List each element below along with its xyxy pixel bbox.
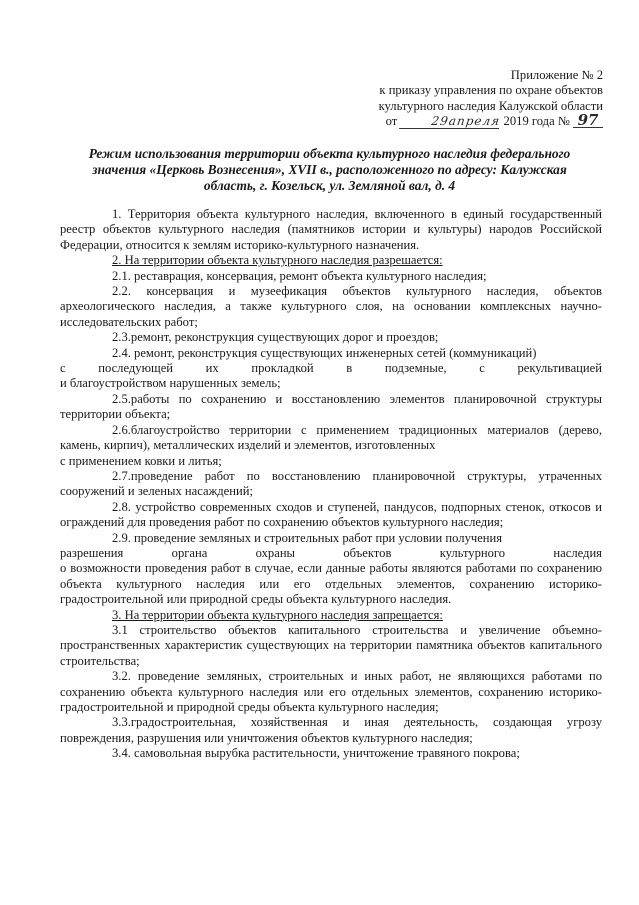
item-3-2: 3.2. проведение земляных, строительных и иных работ, не являющихся работами по сохранению объекта культурного наследия или его отдельных элементов, сохранению историко-градостроительной и природной среды объекта культурного наследия; bbox=[60, 669, 602, 714]
word: органа bbox=[171, 545, 208, 560]
item-3-1: 3.1 строительство объектов капитального строительства и увеличение объемно-пространственных характеристик существующих на территории памятника объектов капитального строительства; bbox=[60, 622, 602, 668]
word: охраны bbox=[255, 545, 296, 560]
word: рекультивацией bbox=[517, 361, 602, 376]
paragraph-1: 1. Территория объекта культурного наследия, включенного в единый государственный реестр объектов культурного наследия (памятников истории и культуры) народов Российской Федерации, относится к землям историко-культурного назначения. bbox=[60, 207, 602, 252]
item-2-4-line-1: 2.4. ремонт, реконструкция существующих инженерных сетей (коммуникаций) bbox=[112, 345, 537, 360]
order-date-line bbox=[333, 111, 603, 129]
word: культурного bbox=[439, 545, 506, 560]
word: объектов bbox=[343, 545, 392, 560]
word: с bbox=[479, 361, 485, 376]
word: прокладкой bbox=[251, 361, 314, 376]
item-3-3: 3.3.градостроительная, хозяйственная и иная деятельность, создающая угрозу повреждения, разрушения или уничтожения объектов культурного наследия; bbox=[60, 715, 602, 745]
item-2-3: 2.3.ремонт, реконструкция существующих дорог и проездов; bbox=[112, 330, 439, 345]
item-2-5: 2.5.работы по сохранению и восстановлению элементов планировочной структуры территории объекта; bbox=[60, 391, 602, 422]
item-2-6-end: с применением ковки и литья; bbox=[60, 453, 222, 468]
word: разрешения bbox=[60, 545, 124, 560]
word: последующей bbox=[98, 361, 174, 376]
title-line: значения «Церковь Вознесения», XVII в., расположенного по адресу: Калужская bbox=[92, 162, 567, 177]
item-3-4: 3.4. самовольная вырубка растительности, уничтожение травяного покрова; bbox=[112, 746, 520, 761]
title-line: Режим использования территории объекта культурного наследия федерального bbox=[88, 146, 571, 161]
section-2-heading: 2. На территории объекта культурного наследия разрешается: bbox=[112, 253, 443, 268]
item-2-7: 2.7.проведение работ по восстановлению планировочной структуры, утраченных сооружений и зеленых насаждений; bbox=[60, 468, 602, 499]
item-2-1: 2.1. реставрация, консервация, ремонт объекта культурного наследия; bbox=[112, 268, 487, 283]
word: с bbox=[60, 361, 66, 376]
word: подземные, bbox=[384, 361, 447, 376]
handwritten-date: 29апреля bbox=[399, 115, 501, 129]
item-2-9-rest: о возможности проведения работ в случае, если данные работы являются работами по сохранению объекта культурного наследия или его отдельных элементов, сохранению историко-градостроительной или природной среды объекта культурного наследия. bbox=[60, 561, 602, 607]
word: наследия bbox=[553, 545, 602, 560]
word: в bbox=[346, 361, 353, 376]
word: их bbox=[205, 361, 219, 376]
item-2-2: 2.2. консервация и музеефикация объектов культурного наследия, объектов археологического наследия, а также культурного слоя, на основании комплексных научно-исследовательских работ; bbox=[60, 284, 602, 329]
authority-name: культурного наследия Калужской области bbox=[378, 99, 603, 113]
item-2-9-line-1: 2.9. проведение земляных и строительных работ при условии получения bbox=[112, 530, 503, 545]
year-text: 2019 года № bbox=[503, 114, 570, 128]
item-2-9-line-2 bbox=[60, 546, 602, 561]
item-2-8: 2.8. устройство современных сходов и ступеней, пандусов, подпорных стенок, откосов и ограждений для проведения работ по сохранению объектов культурного наследия; bbox=[60, 499, 602, 530]
item-2-6: 2.6.благоустройство территории с применением традиционных материалов (дерево, камень, кирпич), металлических изделий и элементов, изготовленных bbox=[60, 422, 602, 453]
document-title bbox=[62, 146, 597, 194]
handwritten-order-number: 97 bbox=[573, 114, 603, 128]
order-reference: к приказу управления по охране объектов bbox=[379, 83, 603, 97]
section-3-heading: 3. На территории объекта культурного наследия запрещается: bbox=[112, 607, 443, 622]
title-line: область, г. Козельск, ул. Земляной вал, д. 4 bbox=[203, 178, 456, 193]
item-2-4-line-2 bbox=[60, 361, 602, 376]
item-2-4-line-3: и благоустройством нарушенных земель; bbox=[60, 376, 281, 391]
appendix-label: Приложение № 2 bbox=[510, 68, 603, 82]
from-label: от bbox=[385, 114, 398, 128]
document-body bbox=[60, 207, 602, 762]
